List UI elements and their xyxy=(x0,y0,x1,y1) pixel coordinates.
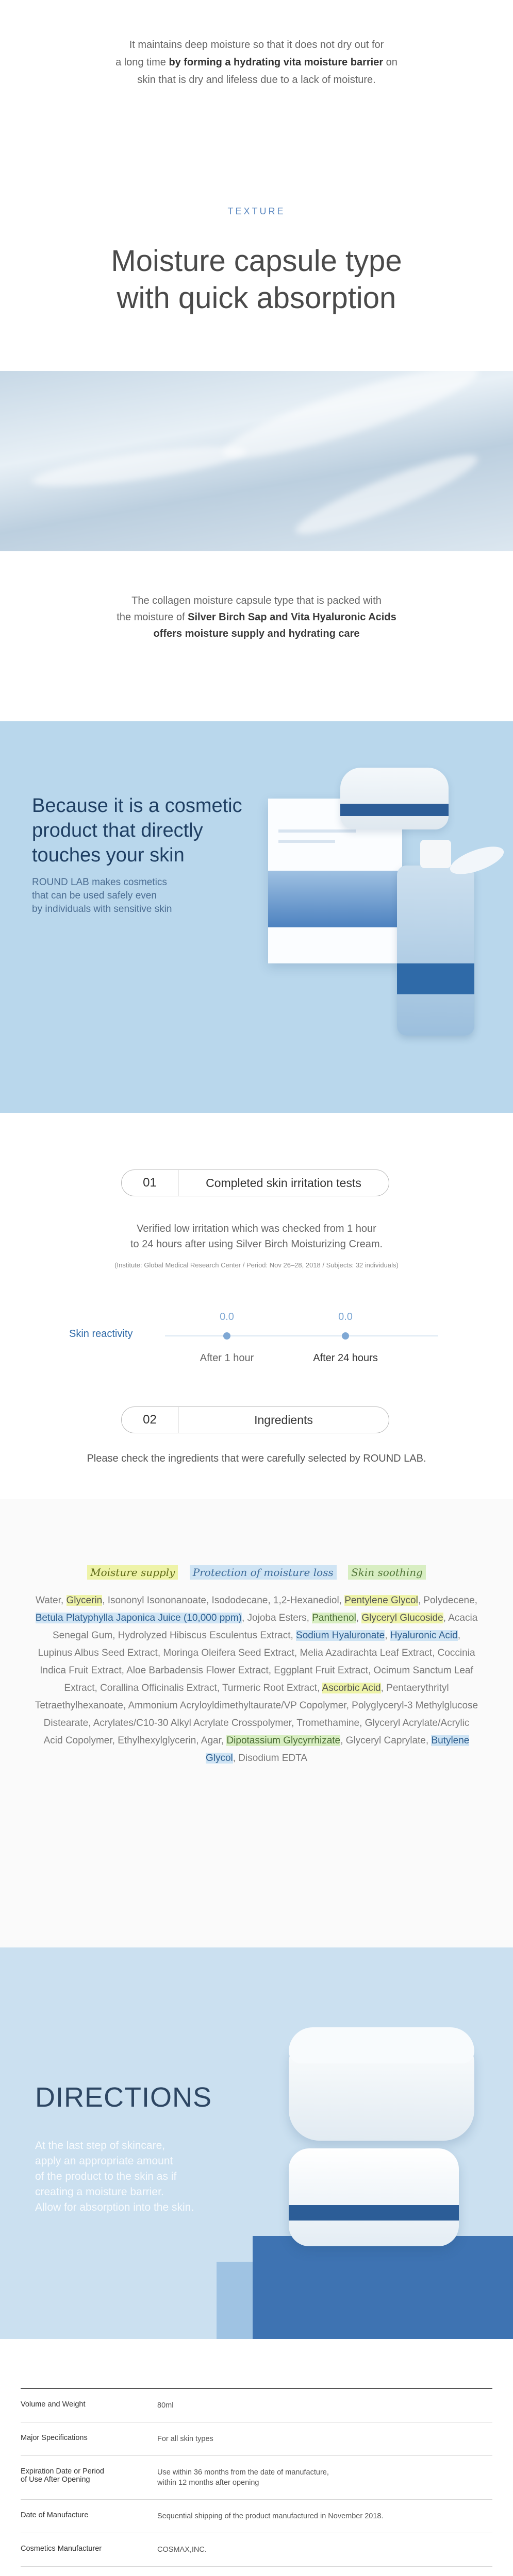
spec-row xyxy=(21,2567,492,2576)
irritation-test-title: Completed skin irritation tests xyxy=(206,1176,361,1190)
ingredient-list-section xyxy=(0,1499,513,1947)
legend-skin-soothing: Skin soothing xyxy=(348,1565,426,1580)
ingredient-list-text xyxy=(35,1592,478,1767)
irritation-test-pill xyxy=(121,1170,389,1196)
ing-text: , Polydecene, xyxy=(418,1595,477,1606)
intro-line-2a: a long time xyxy=(115,57,166,68)
chart-point-after-1-hour xyxy=(223,1332,230,1340)
ing-text: , Pentaerythrityl Tetraethylhexanoate, Ammonium Acryloyldimethyltaurate/VP Copolymer, Polyglyceryl-3 Methylglucose Distearate, Acrylates/C10-30 Alkyl Acrylate Crosspolymer, Tromethamine, Glyceryl Acrylate/Acrylic Acid Copolymer, Ethylhexylglycerin, Agar, xyxy=(35,1683,478,1746)
spec-row xyxy=(21,2533,492,2567)
chart-label-after-1-hour: After 1 hour xyxy=(200,1352,254,1364)
ing-text: , Disodium EDTA xyxy=(233,1753,308,1764)
legend-protection-moisture-loss: Protection of moisture loss xyxy=(190,1565,337,1580)
ing-text: , Acacia Senegal Gum, Hydrolyzed Hibiscus Esculentus Extract, xyxy=(53,1613,478,1641)
texture-title xyxy=(0,243,513,317)
ingredients-pill xyxy=(121,1406,389,1433)
spec-key: Cosmetics Manufacturer xyxy=(21,2545,102,2553)
ing-text: , Lupinus Albus Seed Extract, Moringa Oleifera Seed Extract, Melia Azadirachta Leaf Extract, Coccinia Indica Fruit Extract, Aloe Barbadensis Flower Extract, Eggplant Fruit Extract, Ocimum Sanctum Leaf Extract, Corallina Officinalis Extract, Turmeric Root Extract, xyxy=(38,1630,475,1693)
gel-texture-image xyxy=(0,371,513,551)
chart-point-after-24-hours xyxy=(342,1332,349,1340)
sensitive-title-line-3: touches your skin xyxy=(32,844,185,866)
ing-highlight: Butylene Glycol xyxy=(205,1735,470,1764)
ing-highlight: Ascorbic Acid xyxy=(322,1683,381,1693)
chart-label-after-24-hours: After 24 hours xyxy=(313,1352,378,1364)
chart-value-after-1-hour: 0.0 xyxy=(220,1311,234,1323)
capsule-line-2 xyxy=(0,609,513,625)
directions-body xyxy=(35,2138,194,2215)
irritation-note: (Institute: Global Medical Research Center / Period: Nov 26–28, 2018 / Subjects: 32 individuals) xyxy=(114,1261,399,1269)
irritation-test-section xyxy=(0,1113,513,1401)
directions-line-3: of the product to the skin as if xyxy=(35,2171,177,2182)
closed-jar-image xyxy=(289,2148,459,2246)
legend-moisture-supply: Moisture supply xyxy=(87,1565,178,1580)
ing-highlight: Glyceryl Glucoside xyxy=(361,1613,443,1623)
sensitive-sub-line-3: by individuals with sensitive skin xyxy=(32,904,172,914)
capsule-line-3 xyxy=(0,625,513,642)
directions-line-4: creating a moisture barrier. xyxy=(35,2186,164,2198)
intro-line-2b: by forming a hydrating vita moisture barrier xyxy=(166,57,384,68)
ing-highlight: Panthenol xyxy=(312,1613,356,1623)
directions-line-2: apply an appropriate amount xyxy=(35,2155,173,2167)
spec-value: COSMAX,INC. xyxy=(157,2546,207,2554)
ing-highlight: Pentylene Glycol xyxy=(344,1595,418,1606)
spec-value: Sequential shipping of the product manufactured in November 2018. xyxy=(157,2512,384,2520)
ing-text: , xyxy=(385,1630,390,1641)
ingredients-number: 02 xyxy=(122,1407,178,1433)
spec-row xyxy=(21,2422,492,2456)
product-jar-image xyxy=(340,768,449,829)
sensitive-title-line-1: Because it is a cosmetic xyxy=(32,795,242,817)
intro-line-2 xyxy=(0,54,513,71)
intro-line-3: skin that is dry and lifeless due to a lack of moisture. xyxy=(137,74,376,86)
ingredient-legend xyxy=(0,1566,513,1579)
sensitive-subtitle xyxy=(32,876,172,916)
ing-highlight: Sodium Hyaluronate xyxy=(296,1630,385,1641)
irritation-desc-line-1: Verified low irritation which was checked from 1 hour xyxy=(137,1223,376,1234)
spec-key: Date of Manufacture xyxy=(21,2511,89,2519)
intro-section xyxy=(0,0,513,103)
irritation-description xyxy=(0,1221,513,1252)
ing-highlight: Dipotassium Glycyrrhizate xyxy=(226,1735,341,1746)
spec-key xyxy=(21,2567,157,2576)
ing-highlight: Glycerin xyxy=(66,1595,103,1606)
ingredients-section xyxy=(0,1401,513,1499)
capsule-line-1: The collagen moisture capsule type that is packed with xyxy=(131,595,382,606)
skin-reactivity-axis xyxy=(165,1335,438,1336)
sensitive-skin-section xyxy=(0,721,513,1113)
directions-title: DIRECTIONS xyxy=(35,2082,212,2113)
chart-value-after-24-hours: 0.0 xyxy=(338,1311,353,1323)
sensitive-sub-line-1: ROUND LAB makes cosmetics xyxy=(32,877,167,888)
irritation-desc-line-2: to 24 hours after using Silver Birch Moisturizing Cream. xyxy=(130,1239,383,1250)
capsule-line-2b: Silver Birch Sap and Vita Hyaluronic Acids xyxy=(188,612,396,623)
intro-line-2c: on xyxy=(383,57,398,68)
spec-key: Major Specifications xyxy=(21,2434,88,2442)
product-specs-section xyxy=(0,2339,513,2576)
texture-eyebrow: TEXTURE xyxy=(227,206,286,216)
ing-highlight: Hyaluronic Acid xyxy=(390,1630,458,1641)
irritation-test-number: 01 xyxy=(122,1170,178,1196)
spec-row xyxy=(21,2456,492,2500)
capsule-line-2a: the moisture of xyxy=(117,612,188,623)
sensitive-title-line-2: product that directly xyxy=(32,820,203,841)
ing-text: , Glyceryl Caprylate, xyxy=(340,1735,432,1746)
intro-line-1: It maintains deep moisture so that it does not dry out for xyxy=(129,39,384,50)
capsule-line-3-bold: offers moisture supply and hydrating care xyxy=(153,628,360,639)
spec-row xyxy=(21,2388,492,2422)
directions-line-1: At the last step of skincare, xyxy=(35,2140,166,2151)
product-bottle-image xyxy=(397,866,474,1036)
spec-key: Expiration Date or Period of Use After Opening xyxy=(21,2467,104,2484)
ingredients-description: Please check the ingredients that were carefully selected by ROUND LAB. xyxy=(87,1453,426,1464)
spec-value: For all skin types xyxy=(157,2435,213,2443)
open-jar-image xyxy=(289,2032,474,2141)
spec-value xyxy=(157,2567,492,2576)
product-specs-table xyxy=(0,2388,513,2576)
directions-line-5: Allow for absorption into the skin. xyxy=(35,2201,194,2213)
ing-highlight: Betula Platyphylla Japonica Juice (10,000 ppm) xyxy=(35,1613,242,1623)
texture-section xyxy=(0,103,513,551)
spec-value: 80ml xyxy=(157,2401,174,2410)
ingredients-title: Ingredients xyxy=(254,1413,313,1427)
capsule-section xyxy=(0,551,513,721)
sensitive-title xyxy=(32,793,242,868)
ing-text: , Isononyl Isononanoate, Isododecane, 1,2-Hexanediol, xyxy=(102,1595,345,1606)
spec-key: Volume and Weight xyxy=(21,2400,86,2409)
ing-text: Water, xyxy=(36,1595,67,1606)
spec-value: Use within 36 months from the date of manufacture, within 12 months after opening xyxy=(157,2468,329,2487)
skin-reactivity-label: Skin reactivity xyxy=(69,1328,133,1340)
blue-pedestal-image xyxy=(253,2236,513,2339)
directions-section xyxy=(0,1947,513,2339)
texture-title-line-1: Moisture capsule type xyxy=(111,244,402,278)
spec-row xyxy=(21,2500,492,2533)
ing-text: , Jojoba Esters, xyxy=(241,1613,312,1623)
sensitive-sub-line-2: that can be used safely even xyxy=(32,890,157,901)
ing-text: , xyxy=(356,1613,362,1623)
texture-title-line-2: with quick absorption xyxy=(117,281,396,315)
